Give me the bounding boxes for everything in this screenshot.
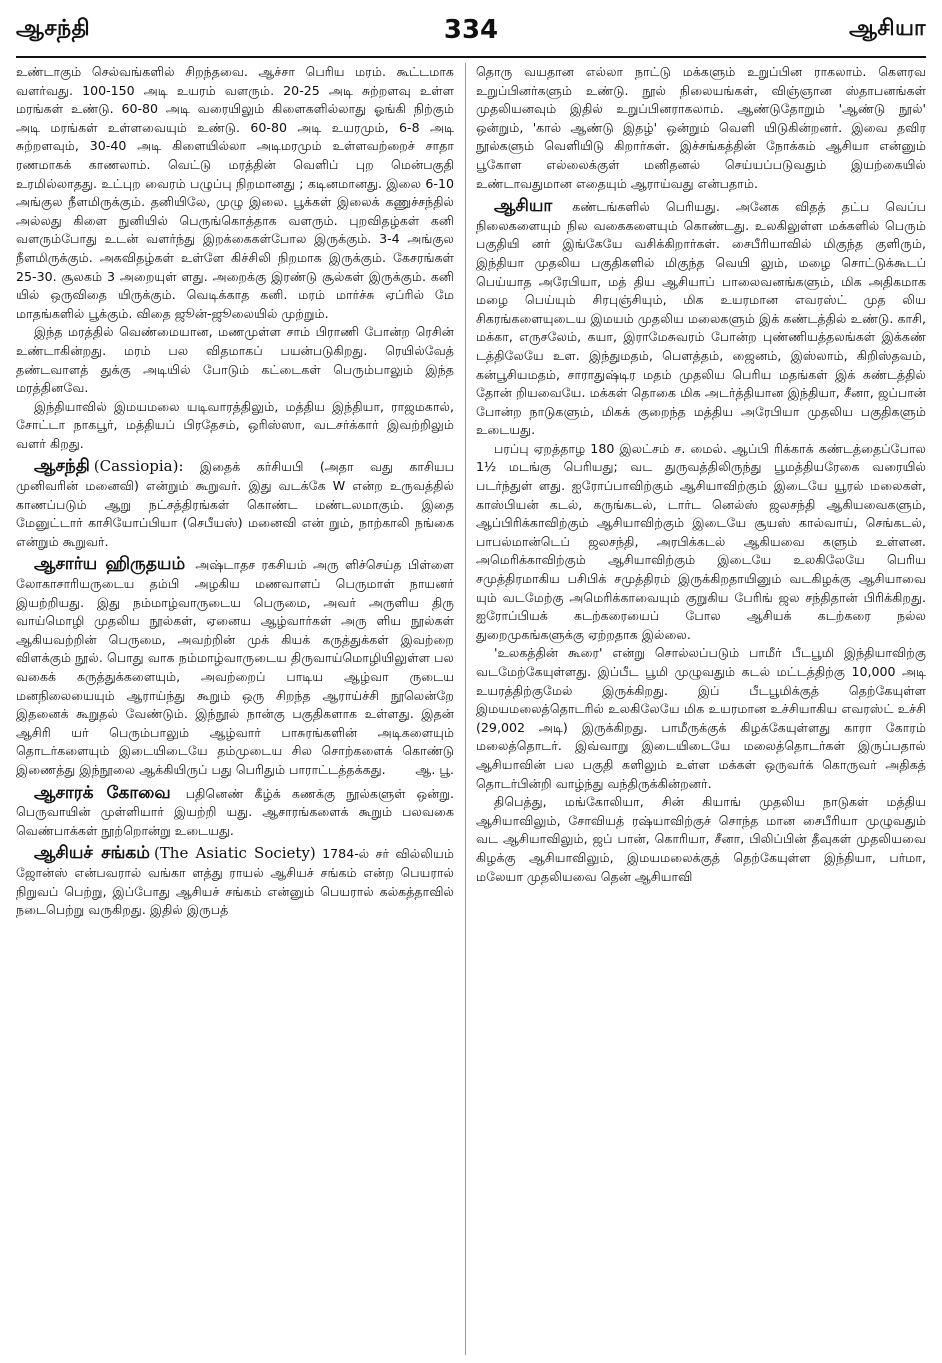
paragraph: 'உலகத்தின் கூரை' என்று சொல்லப்படும் பாமீர் பீடபூமி இந்தியாவிற்கு வடமேற்கேயுள்ளது. இப்பீட பூமி முழுவதும் கடல் மட்டத்திற்கு 10,000 அடி உயரத்திற்குமேல் இருக்கிறது. இப் பீடபூமிக்குத் தெற்கேயுள்ள இமயமலைத்தொடரில் உலகிலேயே மிக உயரமான உச்சியாகிய எவரஸ்ட் உச்சி (29,002 அடி) இருக்கிறது. பாமீருக்குக் கிழக்கேயுள்ளது காரா கோரம் மலைத்தொடர். இவ்வாறு இடையிடையே மலைத்தொடர்கள் இருப்பதால் ஆசியாவின் பல பகுதி களிலும் உள்ள மக்கள் ஒருவர்க் கொருவர் அதிகத் தொடர்பின்றி வாழ்ந்து வந்திருக்கின்றனர். — [476, 645, 926, 791]
entry-asia — [476, 197, 926, 440]
entry-text: இதைக் கர்சியபி (அதா வது காசியப முனிவரின் மனைவி) என்றும் கூறுவர். இது வடக்கே W என்ற உருவத்தில் காணப்படும் ஆறு நட்சத்திரங்கள் கொண்ட மண்டலமாகும். இதை மேனுட்டார் காசியோப்பியா (செபீயஸ்) மனைவி என் றும், நாற்காலி நங்கை என்றும் கூறுவர். — [16, 459, 454, 549]
paragraph: திபெத்து, மங்கோலியா, சின் கியாங் முதலிய நாடுகள் மத்திய ஆசியாவிலும், சோவியத் ரஷ்யாவிற்குச் சொந்த மான சைபீரியா முழுவதும் வட ஆசியாவிலும், ஜப் பான், கொரியா, சீனா, பிலிப்பின் தீவுகள் முதலியவை கிழக்கு ஆசியாவிலும், இமயமலைக்குத் தெற்கேயுள்ள இந்தியா, பர்மா, மலேயா முதலியவை தென் ஆசியாவி — [476, 794, 926, 884]
entry-latin-name: (Cassiopia): — [93, 457, 184, 476]
page-header — [16, 8, 926, 52]
paragraph: உண்டாகும் செல்வங்களில் சிறந்தவை. ஆச்சா பெரிய மரம். கூட்டமாக வளர்வது. 100-150 அடி உயரம் வளரும். 20-25 அடி சுற்றளவு உள்ள மரங்கள் உண்டு. 60-80 அடி வரையிலும் கிளைகளில்லாது ஓங்கி நிற்கும் அடி மரங்கள் உள்ளவையும் உண்டு. 60-80 அடி உயரமும், 6-8 அடி சுற்றளவும், 30-40 அடி கிளையில்லா அடிமரமும் உள்ளவற்றைச் சாதா ரணமாகக் காணலாம். வெட்டு மரத்தின் வெளிப் புற மென்பகுதி உரமில்லாதது. உட்புற வைரம் பழுப்பு நிறமானது ; கடினமானது. இலை 6-10 அங்குல நீளமிருக்கும். தனியிலே, முழு இலை. பூக்கள் இலைக் கணுச்சந்தில் அல்லது கிளை நுனியில் பெருங்கொத்தாக வளரும். புறவிதழ்கள் கனி வளரும்போது உடன் வளர்ந்து இறக்கைகள்போல இருக்கும். 3-4 அங்குல நீளமிருக்கும். அகவிதழ்கள் உள்ளே கிச்சிலி நிறமாக இருக்கும். கேசரங்கள் 25-30. சூலகம் 3 அறையுள் ளது. அறைக்கு இரண்டு சூல்கள் இருக்கும். கனி யில் ஒருவிதை யிருக்கும். வெடிக்காத கனி. மரம் மார்ச்சு ஏப்ரில் மே மாதங்களில் பூக்கும். விதை ஜூன்-ஜூலையில் முற்றும். — [16, 64, 454, 321]
header-left-keyword: ஆசந்தி — [16, 16, 91, 41]
entry-heading: ஆசியா — [494, 196, 553, 217]
entry-heading: ஆசந்தி — [34, 456, 90, 477]
page-number: 334 — [443, 15, 499, 45]
entry-acharak-kovai — [16, 784, 454, 841]
entry-text: அஷ்டாதச ரகசியம் அரு ளிச்செய்த பிள்ளை லோகாசாரியருடைய தம்பி அழகிய மணவாளப் பெருமாள் நாயனர் இயற்றியது. இது நம்மாழ்வாருடைய பெருமை, அவர் அருளிய திரு வாய்மொழி முதலிய நூல்கள், ஏனைய ஆழ்வார்கள் அரு ளிய நூல்கள் ஆகியவற்றின் பெருமை, அவற்றின் முக் கியக் கருத்துக்கள் இவற்றை விளக்கும் நூல். பொது வாக நம்மாழ்வாருடைய திருவாய்மொழியிலுள்ள பல வகைக் கருத்துக்களையும், அவற்றைப் பாடிய ஆழ்வா ருடைய மனநிலையையும் ஆராய்ந்து கூறும் ஒரு சிறந்த ஆராய்ச்சி நூலென்றே இதனைக் கூறுதல் வேண்டும். இந்நூல் நான்கு பகுதிகளாக உள்ளது. இதன் ஆசிரி யர் பெரும்பாலும் ஆழ்வார் பாசுரங்களின் அடிகளையும் தொடர்களையும் இடையிடையே தம்முடைய சில சொற்களைக் கொண்டு இணைத்து இந்நூலை ஆக்கியிருப் பது பெரிதும் பாராட்டத்தக்கது. — [16, 557, 454, 777]
entry-text: 1784-ல் சர் வில்லியம் ஜோன்ஸ் என்பவரால் வங்கா ளத்து ராயல் ஆசியச் சங்கம் என்ற பெயரால் நிறுவப் பெற்று, இப்போது ஆசியச் சங்கம் என்னும் பெயரால் கல்கத்தாவில் நடைபெற்று வருகிறது. இதில் இருபத் — [16, 846, 454, 918]
entry-text: கண்டங்களில் பெரியது. அனேக விதத் தட்ப வெப்ப நிலைகளையும் நில வகைகளையும் கொண்டது. உலகிலுள்ள மக்களில் பெரும் பகுதியி னர் இங்கேயே வசிக்கிறார்கள். சைபீரியாவில் மிகுந்த குளிரும், இந்தியா முதலிய பகுதிகளில் மிகுந்த வெயி லும், மழை சொட்டுக்கூடப் பெய்யாத அரேபியா, மத் திய ஆசியாப் பாலைவனங்களும், மிக அதிகமாக மழை பெய்யும் சிரபுஞ்சியும், மிக உயரமான எவரஸ்ட் முத லிய சிகரங்களையுடைய இமயம் முதலிய மலைகளும் இக் கண்டத்தில் உண்டு. காசி, மக்கா, எருசலேம், கயா, இராமேசுவரம் போன்ற புண்ணியத்தலங்கள் இக்கண் டத்திலேயே உள. இந்துமதம், பௌத்தம், ஜைனம், இஸ்லாம், கிறிஸ்தவம், கன்பூசியமதம், சாராதுஷ்டிர மதம் முதலிய பெரிய மதங்கள் இக் கண்டத்தில் தோன் றியவையே. மக்கள் தொகை மிக அடர்த்தியான இந்தியா, சீனா, ஜப்பான் போன்ற நாடுகளும், மிகக் குறைந்த மத்திய அரேபியா முதலிய பகுதிகளும் உடையது. — [476, 199, 926, 438]
column-divider — [465, 63, 466, 1355]
paragraph: இந்த மரத்தில் வெண்மையான, மணமுள்ள சாம் பிராணி போன்ற ரெசின் உண்டாகின்றது. மரம் பல விதமாகப் பயன்படுகிறது. ரெயில்வேத் தண்டவாளத் துக்கு அடியில் போடும் கட்டைகள் பெரும்பாலும் இந்த மரத்தினவே. — [16, 324, 454, 396]
header-right-keyword: ஆசியா — [849, 16, 926, 41]
entry-acharya-hridayam — [16, 555, 454, 779]
paragraph: பரப்பு ஏறத்தாழ 180 இலட்சம் ச. மைல். ஆப்பி ரிக்காக் கண்டத்தைப்போல 1½ மடங்கு பெரியது; வட துருவத்திலிருந்து பூமத்தியரேகை வரையில் படர்ந்துள் ளது. ஐரோப்பாவிற்கும் ஆசியாவிற்கும் இடையே யூரல் மலைகள், காஸ்பியன் கடல், கருங்கடல், டார்ட னெல்ஸ் ஜலசந்தி ஆகியவைகளும், ஆப்பிரிக்காவிற்கும் ஆசியாவிற்கும் இடையே சூயஸ் கால்வாய், செங்கடல், பாபல்மான்டெப் ஜலசந்தி, அரபிக்கடல் ஆகியவை களும் உள்ளன. அமெரிக்காவிற்கும் ஆசியாவிற்கும் இடையே உலகிலேயே பெரிய சமுத்திரமாகிய பசிபிக் சமுத்திரம் இருக்கிறதாயினும் வடகிழக்கு ஆசியாவை யும் வடமேற்கு அமெரிக்காவையும் குறுகிய பேரிங் ஜல சந்திதான் பிரிக்கிறது. ஐரோப்பியக் கடற்கரையைப் போல ஆசியக் கடற்கரை நல்ல துறைமுகங்களுக்கு ஏற்றதாக இல்லை. — [476, 440, 926, 642]
entry-latin-name: (The Asiatic Society) — [153, 844, 316, 863]
right-column — [476, 63, 926, 1357]
left-column — [16, 63, 454, 1357]
entry-heading: ஆசார்ய ஹிருதயம் — [34, 554, 186, 575]
paragraph: இந்தியாவில் இமயமலை யடிவாரத்திலும், மத்திய இந்தியா, ராஜமகால், சோட்டா நாகபூர், மத்தியப் பிரதேசம், ஒரிஸ்ஸா, வடசர்க்கார் இவற்றிலும் வளர் கிறது. — [16, 398, 454, 451]
paragraph: தொரு வயதான எல்லா நாட்டு மக்களும் உறுப்பின ராகலாம். கௌரவ உறுப்பினர்களும் உண்டு. நூல் நிலையங்கள், விஞ்ஞான ஸ்தாபனங்கள் முதலியனவும் இதில் உறுப்பினராகலாம். ஆண்டுதோறும் 'ஆண்டு நூல்' ஒன்றும், 'கால் ஆண்டு இதழ்' ஒன்றும் வெளி யிடுகின்றனர். இவை தவிர நூல்களும் வெளியிடு கிறார்கள். இச்சங்கத்தின் நோக்கம் ஆசியா என்னும் பூகோள எல்லைக்குள் மனிதனல் செய்யப்படுவதும் இயற்கையில் உண்டாவதுமான எதையும் ஆராய்வது என்பதாம். — [476, 64, 926, 191]
entry-heading: ஆசியச் சங்கம் — [34, 843, 150, 864]
header-rule — [16, 56, 926, 58]
author-signature: ஆ. பூ. — [415, 761, 454, 777]
entry-text: பதினெண் கீழ்க் கணக்கு நூல்களுள் ஒன்று. பெருவாயின் முள்ளியார் இயற்றி யது. ஆசாரங்களைக் கூறும் பலவகை வெண்பாக்கள் நூற்றொன்று உடையது. — [16, 785, 454, 838]
entry-asiatic-society — [16, 844, 454, 919]
entry-heading: ஆசாரக் கோவை — [34, 782, 171, 803]
entry-cassiopia — [16, 457, 454, 551]
